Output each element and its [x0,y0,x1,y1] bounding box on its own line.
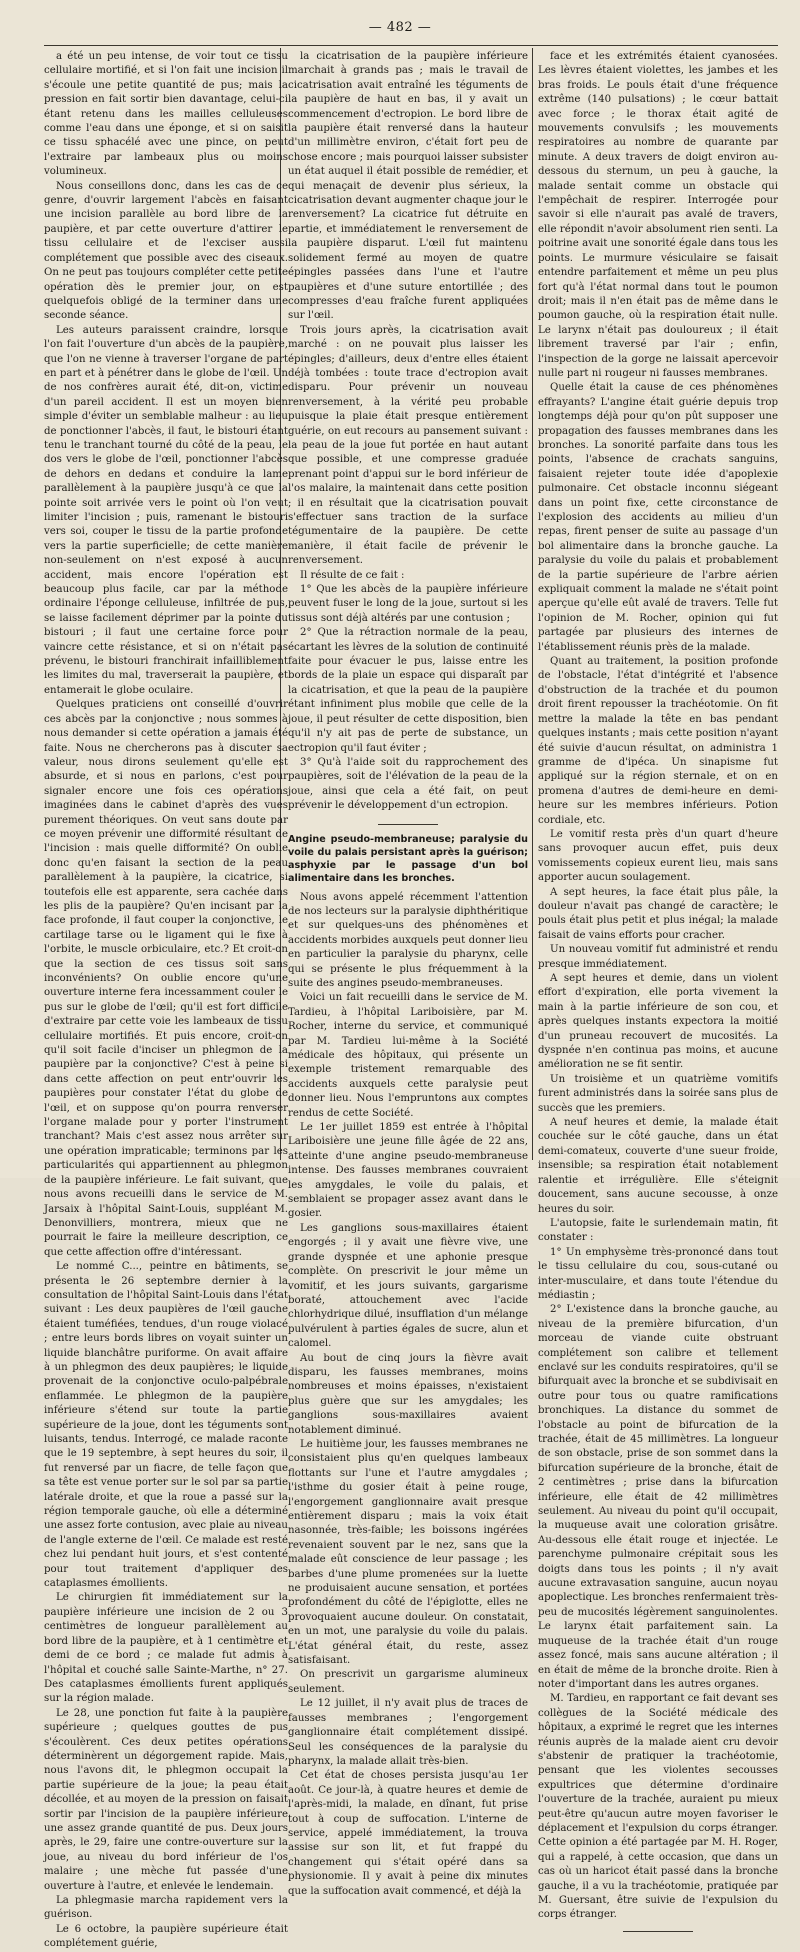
paragraph: Les auteurs paraissent craindre, lorsque l'on fait l'ouverture d'un abcès de la paupière, que l'on ne vienne à traverser l'organe de part en part et à pénétrer dans le globe de l'œil. Un de nos confrères aurait été, dit-on, victime d'un pareil accident. Il est un moyen bien simple d'éviter un semblable malheur : au lieu de ponctionner l'abcès, il faut, le bistouri étant tenu le tranchant tourné du côté de la peau, le dos vers le globe de l'œil, ponctionner l'abcès de dehors en dedans et conduire la lame parallèlement à la paupière jusqu'à ce que la pointe soit arrivée vers le point où l'on veut limiter l'incision ; puis, ramenant le bistouri vers soi, couper le tissu de la partie profonde vers la partie superficielle; de cette manière non-seulement on n'est exposé à aucun accident, mais encore l'opération est beaucoup plus facile, car par la méthode ordinaire l'éponge celluleuse, infiltrée de pus, se laisse facilement déprimer par la pointe du bistouri ; il faut une certaine force pour vaincre cette résistance, et si on n'était pas prévenu, le bistouri franchirait infailliblement les limites du mal, traverserait la paupière, et entamerait le globe oculaire. [44,324,288,696]
column-rule [532,48,533,1160]
header-rule [44,45,778,46]
paragraph: Quant au traitement, la position profonde de l'obstacle, l'état d'intégrité et l'absence d'obstruction de la trachée et du poumon droit firent repousser la trachéotomie. On fit mettre la malade la tête en bas pendant quelques instants ; mais cette position n'ayant été suivie d'aucun résultat, on administra 1 gramme de d'ipéca. Un sinapisme fut appliqué sur la région sternale, et on en promena d'autres de demi-heure en demi-heure sur les membres inférieurs. Potion cordiale, etc. [538,656,778,826]
page-number: — 482 — [368,20,432,35]
paragraph: Trois jours après, la cicatrisation avait marché : on ne pouvait plus laisser les épingles; d'ailleurs, deux d'entre elles étaient déjà tombées : toute trace d'ectropion avait disparu. Pour prévenir un nouveau renversement, à la vérité peu probable puisque la plaie était presque entièrement guérie, on eut recours au pansement suivant : la peau de la joue fut portée en haut autant que possible, et une compresse graduée prenant point d'appui sur le bord inférieur de l'os malaire, la maintenait dans cette position ; il en résultait que la cicatrisation pouvait s'effectuer sans traction de la surface tégumentaire de la paupière. De cette manière, il était facile de prévenir le renversement. [288,324,528,567]
paragraph: Nous avons appelé récemment l'attention de nos lecteurs sur la paralysie diphthéritique et sur quelques-uns des phénomènes et accidents morbides auxquels peut donner lieu en particulier la paralysie du pharynx, celle qui se présente le plus fréquemment à la suite des angines pseudo-membraneuses. [288,891,528,989]
paragraph: Le chirurgien fit immédiatement sur la paupière inférieure une incision de 2 ou 3 centimètres de longueur parallèlement au bord libre de la paupière, et à 1 centimètre et demi de ce bord ; ce malade fut admis à l'hôpital et couché salle Sainte-Marthe, n° 27. Des cataplasmes émollients furent appliqués sur la région malade. [44,1592,288,1705]
paragraph: Le 6 octobre, la paupière supérieure était complétement guérie, [44,1923,288,1950]
column-left [44,50,288,1950]
article-heading: Angine pseudo-membraneuse; paralysie du voile du palais persistant après la guérison; asphyxie par le passage d'un bol alimentaire dans les bronches. [288,824,528,885]
paragraph: a été un peu intense, de voir tout ce tissu cellulaire mortifié, et si l'on fait une incision il s'écoule une petite quantité de pus; mais la pression en fait sortir bien davantage, celui-ci étant retenu dans les mailles celluleuses comme l'eau dans une éponge, et si on saisit ce tissu sphacélé avec une pince, on peut l'extraire par lambeaux plus ou moins volumineux. [44,51,288,178]
paragraph: Il résulte de ce fait : [300,569,405,581]
paragraph: Cet état de choses persista jusqu'au 1er août. Ce jour-là, à quatre heures et demie de l'après-midi, la malade, en dînant, fut prise tout à coup de suffocation. L'interne de service, appelé immédiatement, la trouva assise sur son lit, et fut frappé du changement qui s'était opéré dans sa physionomie. Il y avait à peine dix minutes que la suffocation avait commencé, et déjà la [288,1770,528,1897]
paragraph: L'autopsie, faite le surlendemain matin, fit constater : [538,1217,778,1244]
paragraph: A sept heures, la face était plus pâle, la douleur n'avait pas changé de caractère; le pouls était plus petit et plus inégal; la malade faisait de vains efforts pour cracher. [538,886,778,941]
column-middle [288,50,528,1897]
column-right [538,50,778,1921]
paragraph: Le 28, une ponction fut faite à la paupière supérieure ; quelques gouttes de pus s'écoulèrent. Ces deux petites opérations déterminèrent un dégorgement rapide. Mais, nous l'avons dit, le phlegmon occupait la partie supérieure de la joue; la peau était décollée, et au moyen de la pression on faisait sortir par l'incision de la paupière inférieure une assez grande quantité de pus. Deux jours après, le 29, faire une contre-ouverture sur la joue, au niveau du bord inférieur de l'os malaire ; une mèche fut passée d'une ouverture à l'autre, et enlevée le lendemain. [44,1707,288,1892]
paragraph: Quelle était la cause de ces phénomènes effrayants? L'angine était guérie depuis trop longtemps déjà pour qu'on pût supposer une propagation des fausses membranes dans les bronches. La sonorité parfaite dans tous les points, l'absence de crachats sanguins, faisaient rejeter toute idée d'apoplexie pulmonaire. Cet obstacle inconnu siégeant dans un point fixe, cette circonstance de l'explosion des accidents au milieu d'un repas, firent penser de suite au passage d'un bol alimentaire dans la bronche gauche. La paralysie du voile du palais et probablement de la partie supérieure de l'arbre aérien expliquait comment la malade ne s'était point aperçue qu'elle eût avalé de travers. Telle fut l'opinion de M. Rocher, opinion qui fut partagée par plusieurs des internes de l'établissement réunis près de la malade. [538,382,778,653]
paragraph: Les ganglions sous-maxillaires étaient engorgés ; il y avait une fièvre vive, une grande dyspnée et une aphonie presque complète. On prescrivit le jour même un vomitif, et les jours suivants, gargarisme boraté, attouchement avec l'acide chlorhydrique dilué, insufflation d'un mélange pulvérulent à parties égales de sucre, alun et calomel. [288,1222,528,1350]
paragraph: A neuf heures et demie, la malade était couchée sur le côté gauche, dans un état demi-comateux, couverte d'une sueur froide, insensible; sa respiration était notablement ralentie et irrégulière. Elle s'éteignit doucement, sans aucune secousse, à onze heures du soir. [538,1117,778,1215]
paragraph: Le nommé C..., peintre en bâtiments, se présenta le 26 septembre dernier à la consultation de l'hôpital Saint-Louis dans l'état suivant : Les deux paupières de l'œil gauche étaient tuméfiées, tendues, d'un rouge violacé ; entre leurs bords libres on voyait suinter un liquide blanchâtre puriforme. On avait affaire à un phlegmon des deux paupières; le liquide provenait de la conjonctive oculo-palpébrale enflammée. Le phlegmon de la paupière inférieure s'étend sur toute la partie supérieure de la joue, dont les téguments sont luisants, tendus. Interrogé, ce malade raconte que le 19 septembre, à sept heures du soir, il fut renversé par un fiacre, de telle façon que sa tête est venue porter sur le sol par sa partie latérale droite, et que la roue a passé sur la région temporale gauche, où elle a déterminé une assez forte contusion, avec plaie au niveau de l'angle externe de l'œil. Ce malade est resté chez lui pendant huit jours, et s'est contenté pour tout traitement d'appliquer des cataplasmes émollients. [44,1261,288,1590]
paragraph: 1° Que les abcès de la paupière inférieure peuvent fuser le long de la joue, surtout si les tissus sont déjà altérés par une contusion ; [288,584,528,624]
paragraph: Le huitième jour, les fausses membranes ne consistaient plus qu'en quelques lambeaux flottants sur l'une et l'autre amygdales ; l'isthme du gosier était à peine rouge, l'engorgement ganglionnaire avait presque entièrement disparu ; mais la voix était nasonnée, très-faible; les boissons ingérées revenaient souvent par le nez, sans que la malade eût conscience de leur passage ; les barbes d'une plume promenées sur la luette ne produisaient aucune sensation, et portées profondément du côté de l'épiglotte, elles ne provoquaient aucune douleur. On constatait, en un mot, une paralysie du voile du palais. L'état général était, du reste, assez satisfaisant. [288,1438,528,1667]
paragraph: face et les extrémités étaient cyanosées. Les lèvres étaient violettes, les jambes et les bras froids. Le pouls était d'une fréquence extrême (140 pulsations) ; le cœur battait avec force ; le thorax était agité de mouvements convulsifs ; les mouvements respiratoires au nombre de quarante par minute. A deux travers de doigt environ au-dessous du sternum, un peu à gauche, la malade sentait comme un obstacle qui l'empêchait de respirer. Interrogée pour savoir si elle n'aurait pas avalé de travers, elle répondit n'avoir absolument rien senti. La poitrine avait une sonorité égale dans tous les points. Le murmure vésiculaire se faisait entendre parfaitement et même un peu plus fort qu'à l'état normal dans tout le poumon droit; mais il n'en était pas de même dans le poumon gauche, où la respiration était nulle. Le larynx n'était pas douloureux ; il était librement traversé par l'air ; enfin, l'inspection de la gorge ne laissait apercevoir nulle part ni rougeur ni fausses membranes. [538,51,778,379]
paragraph: Voici un fait recueilli dans le service de M. Tardieu, à l'hôpital Lariboisière, par M. Rocher, interne du service, et communiqué par M. Tardieu lui-même à la Société médicale des hôpitaux, qui présente un exemple tristement remarquable des accidents auxquels cette paralysie peut donner lieu. Nous l'empruntons aux comptes rendus de cette Société. [288,992,528,1119]
paragraph: 3° Qu'à l'aide soit du rapprochement des paupières, soit de l'élévation de la peau de la joue, ainsi que cela a été fait, on peut prévenir le développement d'un ectropion. [288,756,528,812]
paragraph: On prescrivit un gargarisme alumineux seulement. [288,1669,528,1695]
paragraph: Quelques praticiens ont conseillé d'ouvrir ces abcès par la conjonctive ; nous sommes à nous demander si cette opération a jamais été faite. Nous ne chercherons pas à discuter sa valeur, nous dirons seulement qu'elle est absurde, et si nous en parlons, c'est pour signaler encore une fois ces opérations imaginées dans le cabinet d'après des vues purement théoriques. On veut sans doute par ce moyen prévenir une difformité résultant de l'incision : mais quelle difformité? On oublie donc qu'en faisant la section de la peau parallèlement à la paupière, la cicatrice, si toutefois elle est apparente, sera cachée dans les plis de la paupière? Qu'en incisant par la face profonde, il faut couper la conjonctive, le cartilage tarse ou le ligament qui le fixe à l'orbite, le muscle orbiculaire, etc.? Et croit-on que la section de ces tissus soit sans inconvénients? On oublie encore qu'une ouverture interne fera incessamment couler le pus sur le globe de l'œil; qu'il est fort difficile d'extraire par cette voie les lambeaux de tissu cellulaire mortifiés. Et puis encore, croit-on qu'il soit facile d'inciser un phlegmon de la paupière par la conjonctive? C'est à peine si dans cette affection on peut entr'ouvrir les paupières pour constater l'état du globe de l'œil, et on suppose qu'on pourra renverser l'organe malade pour y porter l'instrument tranchant? Mais c'est assez nous arrêter sur une opération impraticable; terminons par les particularités qui appartiennent au phlegmon de la paupière inférieure. Le fait suivant, que nous avons recueilli dans le service de M. Jarsaix à l'hôpital Saint-Louis, suppléant M. Denonvilliers, montrera, mieux que ne pourrait le faire la meilleure description, ce que cette affection offre d'intéressant. [44,699,288,1258]
paragraph: 1° Un emphysème très-prononcé dans tout le tissu cellulaire du cou, sous-cutané ou inter-musculaire, et dans toute l'étendue du médiastin ; [538,1246,778,1301]
paragraph: Le 12 juillet, il n'y avait plus de traces de fausses membranes ; l'engorgement ganglionnaire était complétement dissipé. Seul les conséquences de la paralysie du pharynx, la malade allait très-bien. [288,1698,528,1767]
paragraph: Nous conseillons donc, dans les cas de ce genre, d'ouvrir largement l'abcès en faisant une incision parallèle au bord libre de la paupière, et par cette ouverture d'attirer le tissu cellulaire et de l'exciser aussi complétement que possible avec des ciseaux. On ne peut pas toujours compléter cette petite opération dès le premier jour, on est quelquefois obligé de la terminer dans une seconde séance. [44,180,288,322]
paragraph: Un nouveau vomitif fut administré et rendu presque immédiatement. [538,944,778,970]
paragraph: Le 1er juillet 1859 est entrée à l'hôpital Lariboisière une jeune fille âgée de 22 ans, atteinte d'une angine pseudo-membraneuse intense. Des fausses membranes couvraient les amygdales, le voile du palais, et semblaient se propager assez avant dans le gosier. [288,1122,528,1220]
paragraph: Au bout de cinq jours la fièvre avait disparu, les fausses membranes, moins nombreuses et moins épaisses, n'existaient plus guère que sur les amygdales; les ganglions sous-maxillaires avaient notablement diminué. [288,1352,528,1436]
paragraph: 2° Que la rétraction normale de la peau, écartant les lèvres de la solution de continuité faite pour évacuer le pus, laisse entre les bords de la plaie un espace qui disparaît par la cicatrisation, et que la peau de la paupière étant infiniment plus mobile que celle de la joue, il peut résulter de cette disposition, bien qu'il n'y ait pas de perte de substance, un ectropion qu'il faut éviter ; [288,627,528,754]
paragraph: A sept heures et demie, dans un violent effort d'expiration, elle porta vivement la main à la partie inférieure de son cou, et après quelques instants expectora la moitié d'un pruneau recouvert de mucosités. La dyspnée n'en continua pas moins, et aucune amélioration ne se fit sentir. [538,973,778,1071]
paragraph: 2° L'existence dans la bronche gauche, au niveau de la première bifurcation, d'un morceau de viande cuite obstruant complétement son calibre et tellement enclavé sur les conduits respiratoires, qu'il se bifurquait avec la bronche et se subdivisait en outre pour tous ou quatre ramifications bronchiques. La distance du sommet de l'obstacle au point de bifurcation de la trachée, était de 45 millimètres. La longueur de son obstacle, prise de son sommet dans la bifurcation supérieure de la bronche, était de 2 centimètres ; prise dans la bifurcation inférieure, elle était de 42 millimètres seulement. Au niveau du point qu'il occupait, la muqueuse avait une coloration grisâtre. Au-dessous elle était rouge et injectée. Le parenchyme pulmonaire crépitait sous les doigts dans tous les points ; il n'y avait aucune extravasation sanguine, aucun noyau apoplectique. Les bronches renfermaient très-peu de mucosités légèrement sanguinolentes. Le larynx était parfaitement sain. La muqueuse de la trachée était d'un rouge assez foncé, mais sans aucune altération ; il en était de même de la bronche droite. Rien à noter d'important dans les autres organes. [538,1304,778,1690]
paragraph: Le vomitif resta près d'un quart d'heure sans provoquer aucun effet, puis deux vomissements copieux eurent lieu, mais sans apporter aucun soulagement. [538,828,778,884]
paragraph: la cicatrisation de la paupière inférieure marchait à grands pas ; mais le travail de cicatrisation avait entraîné les téguments de la paupière de haut en bas, il y avait un commencement d'ectropion. Le bord libre de la paupière était renversé dans la hauteur d'un millimètre environ, c'était fort peu de chose encore ; mais pourquoi laisser subsister un état auquel il était possible de remédier, et qui menaçait de devenir plus sérieux, la cicatrisation devant augmenter chaque jour le renversement? La cicatrice fut détruite en partie, et immédiatement le renversement de la paupière disparut. L'œil fut maintenu solidement fermé au moyen de quatre épingles passées dans l'une et l'autre paupières et d'une suture entortillée ; des compresses d'eau fraîche furent appliquées sur l'œil. [288,51,528,322]
paragraph: La phlegmasie marcha rapidement vers la guérison. [44,1895,288,1921]
paragraph: M. Tardieu, en rapportant ce fait devant ses collègues de la Société médicale des hôpitaux, a exprimé le regret que les internes réunis auprès de la malade aient cru devoir s'abstenir de pratiquer la trachéotomie, pensant que les violentes secousses expultrices que détermine d'ordinaire l'ouverture de la trachée, auraient pu mieux peut-être qu'aucun autre moyen favoriser le déplacement et l'expulsion du corps étranger. Cette opinion a été partagée par M. H. Roger, qui a rappelé, à cette occasion, que dans un cas où un haricot était passé dans la bronche gauche, il a vu la trachéotomie, pratiquée par M. Guersant, être suivie de l'expulsion du corps étranger. [538,1693,778,1921]
paragraph: Un troisième et un quatrième vomitifs furent administrés dans la soirée sans plus de succès que les premiers. [538,1073,778,1114]
article-end-rule [623,1931,693,1932]
